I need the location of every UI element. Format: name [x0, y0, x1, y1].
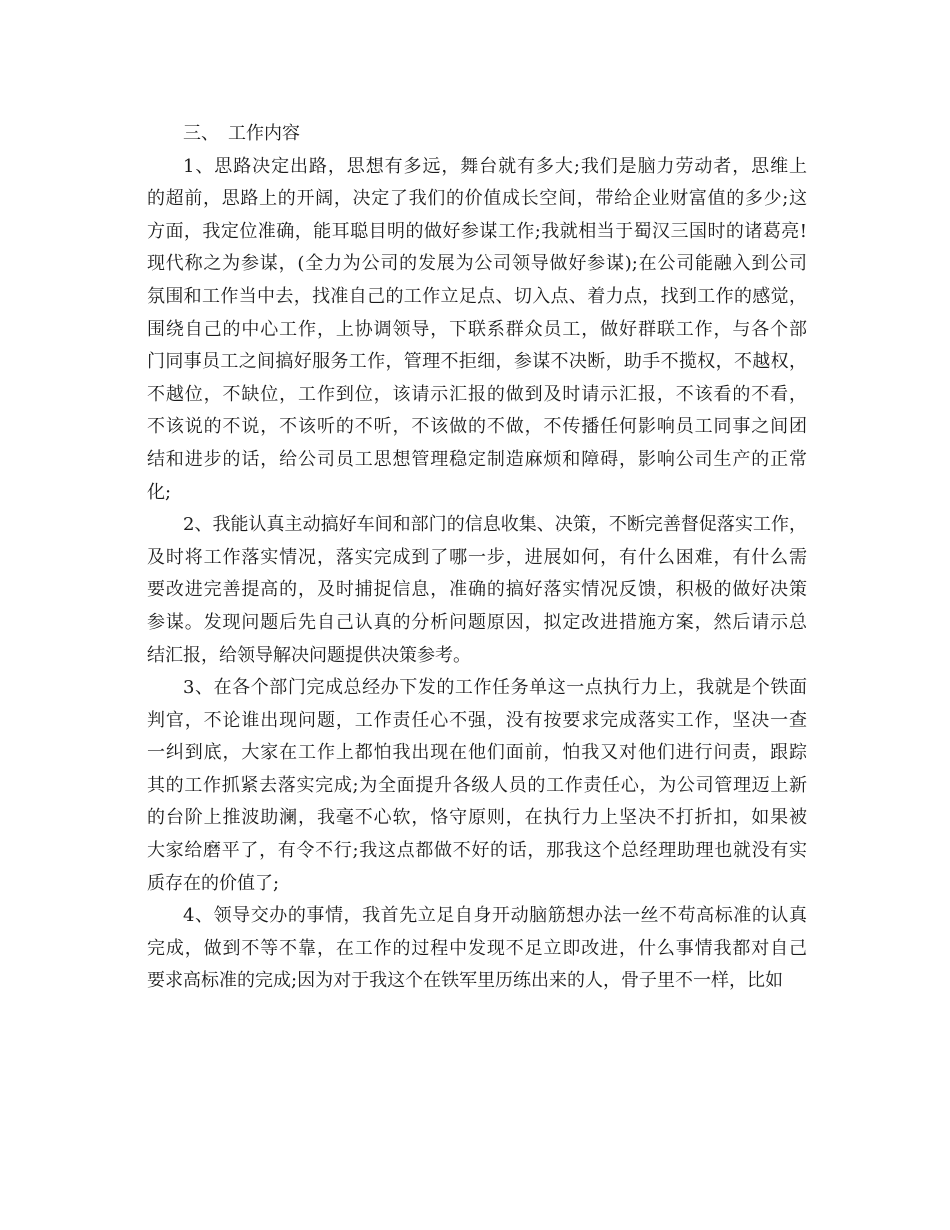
paragraph-line: 及时将工作落实情况，落实完成到了哪一步，进展如何，有什么困难，有什么需	[147, 546, 807, 568]
paragraph-line: 4、领导交办的事情，我首先立足自身开动脑筋想办法一丝不苟高标准的认真	[183, 905, 807, 927]
document-body	[147, 118, 807, 998]
paragraph	[147, 672, 807, 900]
section-title: 工作内容	[228, 123, 300, 144]
paragraph	[147, 900, 807, 998]
paragraph-line: 大家给磨平了，有令不行;我这点都做不好的话，那我这个总经理助理也就没有实	[147, 840, 807, 862]
section-heading	[147, 118, 807, 151]
paragraph-line: 3、在各个部门完成总经办下发的工作任务单这一点执行力上，我就是个铁面	[183, 677, 807, 699]
paragraph-line: 其的工作抓紧去落实完成;为全面提升各级人员的工作责任心，为公司管理迈上新	[147, 774, 807, 796]
paragraph-line: 结汇报，给领导解决问题提供决策参考。	[147, 644, 471, 666]
paragraph-line: 质存在的价值了;	[147, 872, 280, 894]
paragraph-line: 围绕自己的中心工作，上协调领导，下联系群众员工，做好群联工作，与各个部	[147, 318, 807, 340]
paragraph-line: 判官，不论谁出现问题，工作责任心不强，没有按要求完成落实工作，坚决一查	[147, 709, 807, 731]
paragraph-list	[147, 151, 807, 998]
paragraph-line: 现代称之为参谋，(全力为公司的发展为公司领导做好参谋);在公司能融入到公司	[147, 253, 807, 275]
paragraph-line: 方面，我定位准确，能耳聪目明的做好参谋工作;我就相当于蜀汉三国时的诸葛亮!	[147, 220, 807, 242]
paragraph-line: 不该说的不说，不该听的不听，不该做的不做，不传播任何影响员工同事之间团	[147, 416, 807, 438]
paragraph	[147, 509, 807, 672]
paragraph-line: 的台阶上推波助澜，我毫不心软，恪守原则，在执行力上坚决不打折扣，如果被	[147, 807, 807, 829]
paragraph-line: 要求高标准的完成;因为对于我这个在铁军里历练出来的人，骨子里不一样，比如	[147, 970, 784, 992]
paragraph-line: 不越位，不缺位，工作到位，该请示汇报的做到及时请示汇报，不该看的不看，	[147, 383, 807, 405]
section-number: 三、	[183, 123, 219, 144]
paragraph-line: 一纠到底，大家在工作上都怕我出现在他们面前，怕我又对他们进行问责，跟踪	[147, 742, 807, 764]
paragraph-line: 氛围和工作当中去，找准自己的工作立足点、切入点、着力点，找到工作的感觉，	[147, 285, 807, 307]
paragraph-line: 结和进步的话，给公司员工思想管理稳定制造麻烦和障碍，影响公司生产的正常	[147, 448, 807, 470]
paragraph-line: 参谋。发现问题后先自己认真的分析问题原因，拟定改进措施方案，然后请示总	[147, 611, 807, 633]
paragraph	[147, 151, 807, 510]
paragraph-line: 1、思路决定出路，思想有多远，舞台就有多大;我们是脑力劳动者，思维上	[183, 155, 807, 177]
paragraph-line: 的超前，思路上的开阔，决定了我们的价值成长空间，带给企业财富值的多少;这	[147, 188, 807, 210]
paragraph-line: 完成，做到不等不靠，在工作的过程中发现不足立即改进，什么事情我都对自己	[147, 937, 807, 959]
paragraph-line: 化;	[147, 481, 172, 503]
paragraph-line: 要改进完善提高的，及时捕捉信息，准确的搞好落实情况反馈，积极的做好决策	[147, 579, 807, 601]
paragraph-line: 门同事员工之间搞好服务工作，管理不拒细，参谋不决断，助手不揽权，不越权，	[147, 351, 807, 373]
paragraph-line: 2、我能认真主动搞好车间和部门的信息收集、决策，不断完善督促落实工作，	[183, 514, 807, 536]
